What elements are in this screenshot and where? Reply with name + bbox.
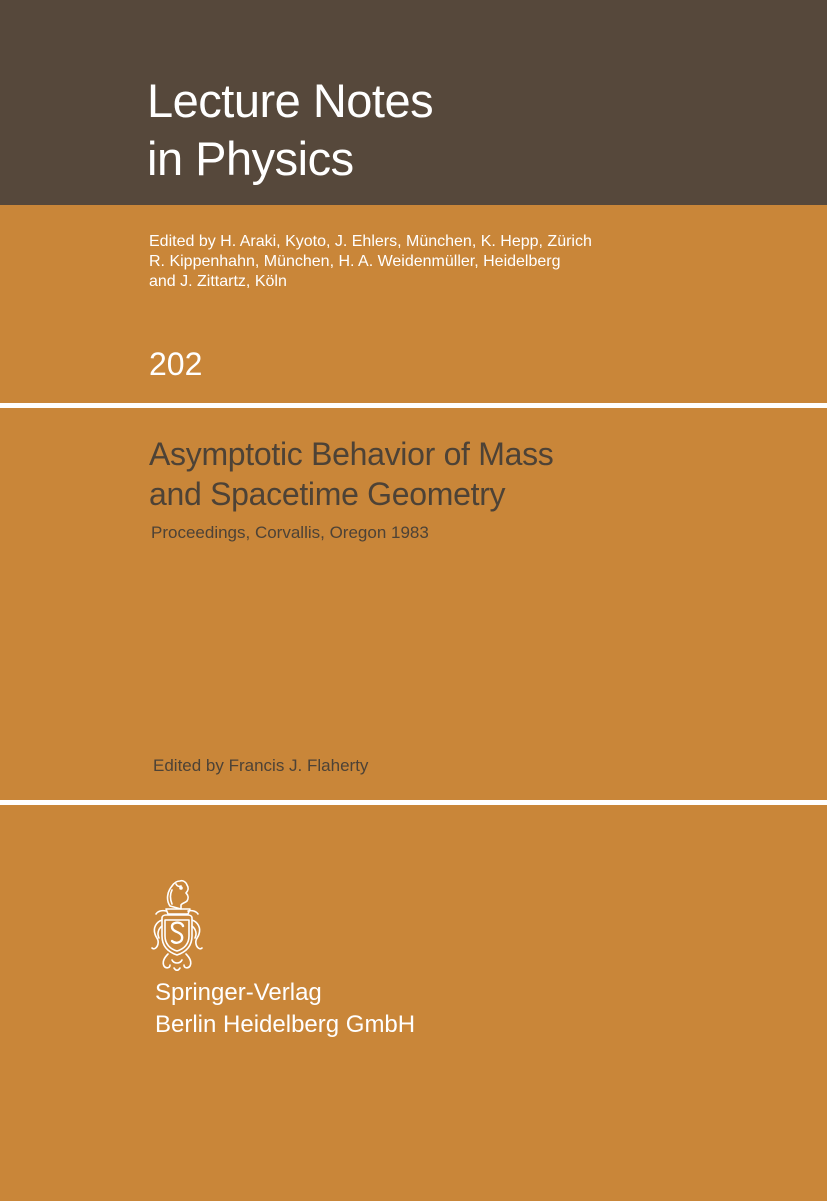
series-editors-line-2: R. Kippenhahn, München, H. A. Weidenmüller, Heidelberg: [149, 253, 561, 270]
book-title-line-2: and Spacetime Geometry: [149, 476, 506, 512]
series-title: [147, 72, 433, 188]
series-editors: [149, 232, 592, 292]
series-title-line-1: Lecture Notes: [147, 74, 434, 127]
book-subtitle: Proceedings, Corvallis, Oregon 1983: [151, 523, 429, 542]
book-editor: Edited by Francis J. Flaherty: [153, 756, 369, 775]
divider-top: [0, 403, 827, 408]
volume-number: 202: [149, 346, 203, 382]
publisher-line-1: Springer-Verlag: [155, 979, 322, 1006]
series-title-line-2: in Physics: [147, 132, 354, 185]
series-editors-line-3: and J. Zittartz, Köln: [149, 273, 287, 290]
divider-bottom: [0, 800, 827, 805]
book-title-line-1: Asymptotic Behavior of Mass: [149, 436, 554, 472]
springer-knight-logo-icon: [146, 876, 208, 974]
publisher-name: [155, 977, 415, 1041]
publisher-line-2: Berlin Heidelberg GmbH: [155, 1011, 416, 1038]
book-title: [149, 434, 554, 514]
series-editors-line-1: Edited by H. Araki, Kyoto, J. Ehlers, München, K. Hepp, Zürich: [149, 233, 592, 250]
